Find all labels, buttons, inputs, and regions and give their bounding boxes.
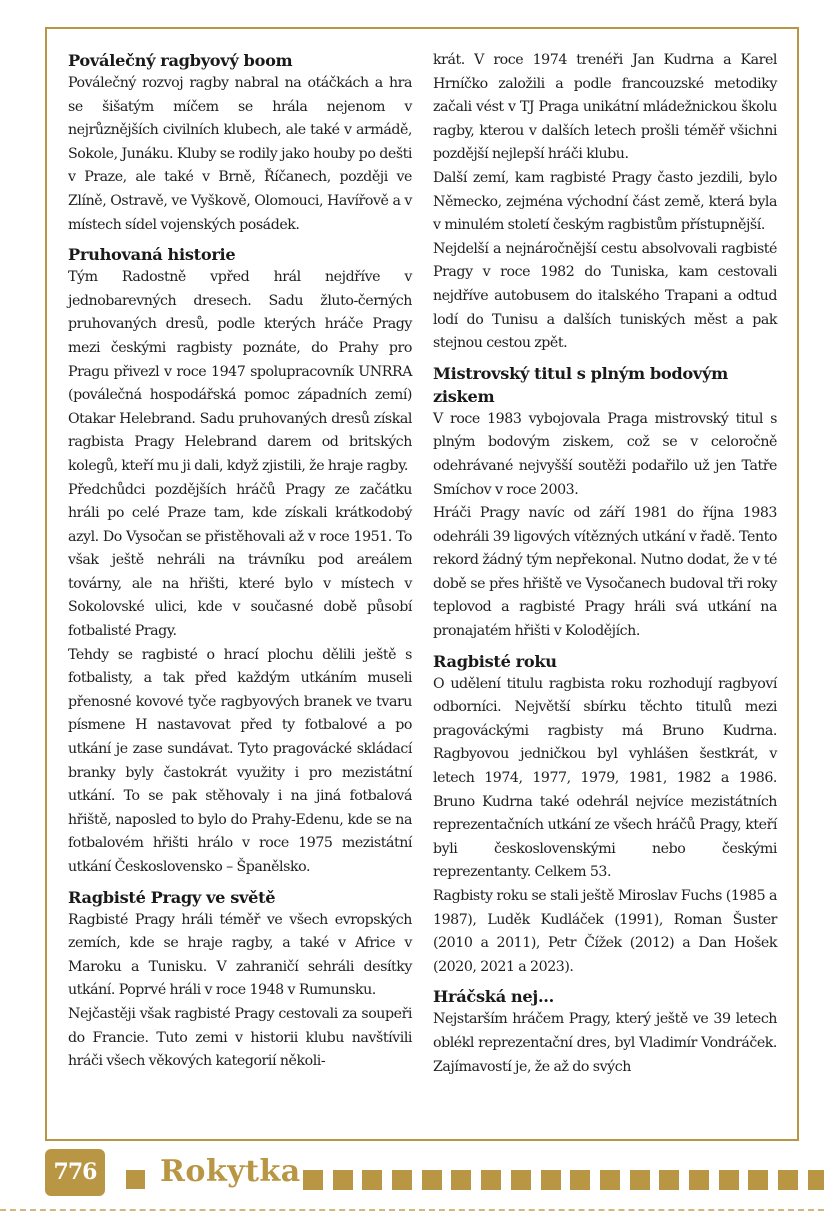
- square-ornament-icon: [126, 1170, 145, 1189]
- paragraph: Nejstarším hráčem Pragy, který ještě ve 39 letech oblékl reprezentační dres, byl Vladimír Vondráček. Zajímavostí je, že až do svých: [433, 1011, 777, 1075]
- square-ornament-row: [303, 1170, 824, 1190]
- section-title: Rokytka: [160, 1154, 301, 1189]
- heading-striped-history: Pruhovaná historie: [68, 245, 236, 265]
- right-column: [433, 49, 777, 1079]
- paragraph: V roce 1983 vybojovala Praga mistrovský titul s plným bodovým ziskem, což se v celoročně odehrávané nejvyšší soutěži podařilo už jen Tatře Smíchov v roce 2003.: [433, 410, 777, 498]
- heading-postwar-boom: Poválečný ragbyový boom: [68, 51, 293, 70]
- heading-player-records: Hráčská nej...: [433, 987, 554, 1007]
- paragraph: Nejčastěji však ragbisté Pragy cestovali za soupeři do Francie. Tuto zemi v historii klubu navštívili hráči všech věkových kategorií několi-: [68, 1005, 412, 1070]
- paragraph: Ragbisty roku se stali ještě Miroslav Fuchs (1985 a 1987), Luděk Kudláček (1991), Roman Šuster (2010 a 2011), Petr Čížek (2012) a Dan Hošek (2020, 2021 a 2023).: [433, 888, 777, 975]
- page-footer: [0, 1148, 824, 1220]
- paragraph: krát. V roce 1974 trenéři Jan Kudrna a Karel Hrníčko založili a podle francouzské metodiky začali vést v TJ Praga unikátní mládežnickou školu ragby, kterou v dalších letech prošli téměř všichni pozdější nejlepší hráči klubu.: [433, 52, 777, 163]
- paragraph: Předchůdci pozdějších hráčů Pragy ze začátku hráli po celé Praze tam, kde získali krátkodobý azyl. Do Vysočan se přistěhovali až v roce 1951. To však ještě nehráli na trávníku pod areálem továrny, ale na hřišti, které bylo v místech v Sokolovské ulici, kde v současné době působí fotbalisté Pragy.: [68, 481, 412, 640]
- article-columns: [68, 49, 778, 1079]
- page-number-badge: 776: [45, 1149, 105, 1196]
- paragraph: Tým Radostně vpřed hrál nejdříve v jednobarevných dresech. Sadu žluto-černých pruhovaných dresů, podle kterých hráče Pragy mezi českými ragbisty poznáte, do Prahy pro Pragu přivezl v roce 1947 spolupracovník UNRRA (poválečná hospodářská pomoc západních zemí) Otakar Helebrand. Sadu pruhovaných dresů získal ragbista Pragy Helebrand darem od britských kolegů, kteří mu ji dali, když zjistili, že hraje ragby.: [68, 269, 412, 474]
- left-column: [68, 49, 412, 1079]
- heading-praga-in-world: Ragbisté Pragy ve světě: [68, 887, 276, 907]
- heading-championship-title: Mistrovský titul s plným bodovým ziskem: [433, 363, 728, 406]
- paragraph: O udělení titulu ragbista roku rozhodují ragbyoví odborníci. Největší sbírku těchto titulů mezi pragováckými ragbisty má Bruno Kudrna. Ragbyovou jedničkou byl vyhlášen šestkrát, v letech 1974, 1977, 1979, 1981, 1982 a 1986. Bruno Kudrna také odehrál nejvíce mezistátních reprezentačních utkání ze všech hráčů Pragy, kteří byli československými nebo českými reprezentanty. Celkem 53.: [433, 675, 777, 881]
- paragraph: Ragbisté Pragy hráli téměř ve všech evropských zemích, kde se hraje ragby, a také v Africe v Maroku a Tunisku. V zahraničí sehráli desítky utkání. Poprvé hráli v roce 1948 v Rumunsku.: [68, 911, 412, 999]
- paragraph: Hráči Pragy navíc od září 1981 do října 1983 odehráli 39 ligových vítězných utkání v řadě. Tento rekord žádný tým nepřekonal. Nutno dodat, že v té době se přes hřiště ve Vysočanech budoval tři roky teplovod a ragbisté Pragy hráli svá utkání na pronajatém hřišti v Kolodějích.: [433, 505, 777, 640]
- paragraph: Další zemí, kam ragbisté Pragy často jezdili, bylo Německo, zejména východní část země, která byla v minulém století českým ragbistům přístupnější.: [433, 169, 777, 234]
- paragraph: Tehdy se ragbisté o hrací plochu dělili ještě s fotbalisty, a tak před každým utkáním museli přenosné kovové tyče ragbyových branek ve tvaru písmene H nastavovat před ty fotbalové a po utkání je zase sundávat. Tyto pragovácké skládací branky byly častokrát využity i pro mezistátní utkání. To se pak stěhovaly i na jiná fotbalová hřiště, naposled to bylo do Prahy-Edenu, kde se na fotbalovém hřišti hrálo v roce 1975 mezistátní utkání Československo – Španělsko.: [68, 646, 412, 875]
- dashed-divider: [0, 1209, 824, 1211]
- article-frame: [45, 27, 799, 1141]
- paragraph: Nejdelší a nejnáročnější cestu absolvovali ragbisté Pragy v roce 1982 do Tuniska, kam cestovali nejdříve autobusem do italského Trapani a odtud lodí do Tunisu a dalších tuniských měst a pak stejnou cestou zpět.: [433, 240, 777, 352]
- paragraph: Poválečný rozvoj ragby nabral na otáčkách a hra se šišatým míčem se hrála nejenom v nejrůznějších civilních klubech, ale také v armádě, Sokole, Junáku. Kluby se rodily jako houby po dešti v Praze, ale také v Brně, Říčanech, později ve Zlíně, Ostravě, ve Vyškově, Olomouci, Havířově a v místech sídel vojenských posádek.: [68, 75, 412, 233]
- heading-rugby-players-of-year: Ragbisté roku: [433, 651, 557, 671]
